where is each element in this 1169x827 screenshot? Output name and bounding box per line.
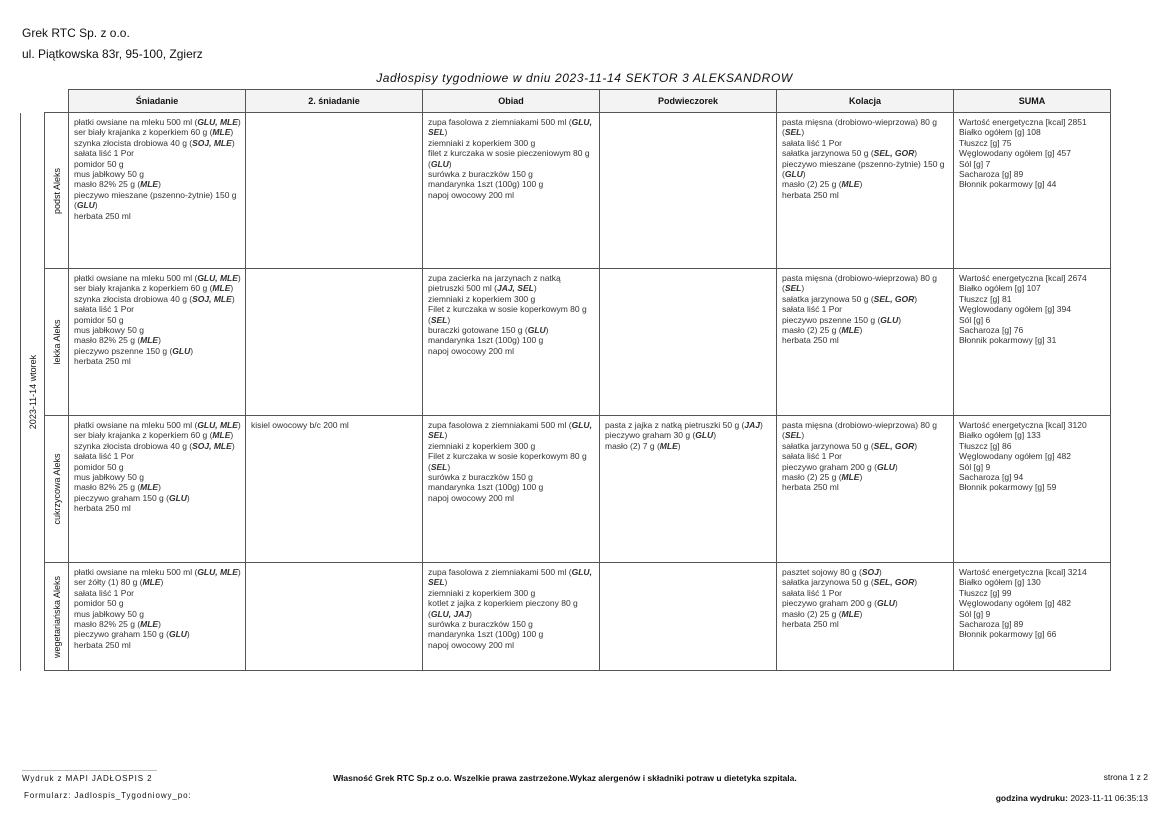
menu-item: masło (2) 25 g (MLE) bbox=[782, 472, 863, 483]
footer-divider bbox=[22, 770, 157, 771]
menu-item: pieczywo pszenne 150 g (GLU) bbox=[74, 345, 194, 356]
nutrition-value: Białko ogółem [g] 107 bbox=[959, 283, 1041, 294]
menu-item: herbata 250 ml bbox=[74, 639, 131, 650]
header-spacer bbox=[45, 90, 69, 113]
company-info bbox=[22, 23, 203, 65]
menu-item: pasta mięsna (drobiowo-wieprzowa) 80 g (SEL) bbox=[782, 117, 937, 138]
nutrition-value: Błonnik pokarmowy [g] 44 bbox=[959, 179, 1057, 190]
menu-item: pasta mięsna (drobiowo-wieprzowa) 80 g (SEL) bbox=[782, 420, 937, 441]
print-time-label: godzina wydruku: bbox=[995, 793, 1068, 803]
column-header-second-breakfast: 2. śniadanie bbox=[246, 90, 423, 113]
menu-item: herbata 250 ml bbox=[74, 503, 131, 514]
menu-item: pasta mięsna (drobiowo-wieprzowa) 80 g (SEL) bbox=[782, 273, 937, 294]
footer-ownership-note: Własność Grek RTC Sp.z o.o. Wszelkie prawa zastrzeżone.Wykaz alergenów i składniki potraw u dietetyka szpitala. bbox=[333, 773, 797, 783]
diet-name-cell bbox=[45, 269, 69, 416]
footer-form-name: Formularz: Jadlospis_Tygodniowy_po: bbox=[24, 791, 192, 800]
nutrition-value: Błonnik pokarmowy [g] 66 bbox=[959, 629, 1057, 640]
menu-item: ser biały krajanka z koperkiem 60 g (MLE) bbox=[74, 430, 234, 441]
menu-item: pomidor 50 g bbox=[74, 314, 124, 325]
menu-item: Filet z kurczaka w sosie koperkowym 80 g (SEL) bbox=[428, 304, 587, 325]
diet-name-cell bbox=[45, 563, 69, 671]
column-header-breakfast: Śniadanie bbox=[69, 90, 246, 113]
menu-item: mandarynka 1szt (100g) 100 g bbox=[428, 629, 544, 640]
column-header-lunch: Obiad bbox=[423, 90, 600, 113]
nutrition-value: Węglowodany ogółem [g] 482 bbox=[959, 451, 1071, 462]
nutrition-value: Białko ogółem [g] 130 bbox=[959, 577, 1041, 588]
breakfast-cell bbox=[69, 269, 246, 416]
menu-item: herbata 250 ml bbox=[782, 619, 839, 630]
nutrition-value: Węglowodany ogółem [g] 482 bbox=[959, 598, 1071, 609]
menu-item: surówka z buraczków 150 g bbox=[428, 619, 533, 630]
diet-name: cukrzycowa Aleks bbox=[51, 453, 62, 525]
menu-item: pieczywo graham 150 g (GLU) bbox=[74, 492, 190, 503]
menu-item: pomidor 50 g bbox=[74, 598, 124, 609]
menu-item: ser biały krajanka z koperkiem 60 g (MLE) bbox=[74, 283, 234, 294]
lunch-cell bbox=[423, 113, 600, 269]
menu-item: pieczywo graham 150 g (GLU) bbox=[74, 629, 190, 640]
menu-item: mus jabłkowy 50 g bbox=[74, 325, 144, 336]
nutrition-value: Sól [g] 7 bbox=[959, 158, 991, 169]
menu-item: zupa zacierka na jarzynach z natką pietruszki 500 ml (JAJ, SEL) bbox=[428, 273, 561, 294]
diet-name-cell bbox=[45, 113, 69, 269]
menu-item: pomidor 50 g bbox=[74, 461, 124, 472]
menu-item: ziemniaki z koperkiem 300 g bbox=[428, 587, 536, 598]
lunch-cell bbox=[423, 563, 600, 671]
menu-item: masło (2) 25 g (MLE) bbox=[782, 179, 863, 190]
nutrition-value: Wartość energetyczna [kcal] 3214 bbox=[959, 567, 1087, 577]
nutrition-value: Sacharoza [g] 89 bbox=[959, 619, 1024, 630]
menu-item: masło (2) 25 g (MLE) bbox=[782, 325, 863, 336]
menu-item: pieczywo mieszane (pszenno-żytnie) 150 g (GLU) bbox=[782, 158, 945, 180]
menu-item: sałata liść 1 Por bbox=[74, 587, 134, 598]
breakfast-cell bbox=[69, 416, 246, 563]
menu-item: napoj owocowy 200 ml bbox=[428, 639, 514, 650]
menu-item: zupa fasolowa z ziemniakami 500 ml (GLU, SEL) bbox=[428, 567, 592, 588]
nutrition-value: Tłuszcz [g] 86 bbox=[959, 440, 1012, 451]
menu-item: masło 82% 25 g (MLE) bbox=[74, 335, 161, 346]
nutrition-value: Błonnik pokarmowy [g] 31 bbox=[959, 335, 1057, 346]
nutrition-value: Tłuszcz [g] 81 bbox=[959, 293, 1012, 304]
menu-item: kotlet z jajka z koperkiem pieczony 80 g (GLU, JAJ) bbox=[428, 598, 578, 619]
page-number: strona 1 z 2 bbox=[1103, 772, 1148, 782]
afternoon-snack-cell bbox=[600, 563, 777, 671]
menu-item: masło (2) 25 g (MLE) bbox=[782, 608, 863, 619]
menu-item: sałata liść 1 Por bbox=[782, 587, 842, 598]
menu-item: mus jabłkowy 50 g bbox=[74, 169, 144, 180]
diet-name: wegetariańska Aleks bbox=[51, 575, 62, 658]
print-time-value: 2023-11-11 06:35:13 bbox=[1070, 793, 1148, 803]
menu-item: sałata liść 1 Por bbox=[74, 451, 134, 462]
nutrition-value: Tłuszcz [g] 75 bbox=[959, 137, 1012, 148]
menu-item: płatki owsiane na mleku 500 ml (GLU, MLE) bbox=[74, 567, 241, 577]
dinner-cell bbox=[777, 113, 954, 269]
nutrition-value: Błonnik pokarmowy [g] 59 bbox=[959, 482, 1057, 493]
menu-item: pieczywo pszenne 150 g (GLU) bbox=[782, 314, 902, 325]
menu-item: pomidor 50 g bbox=[74, 158, 124, 169]
nutrition-value: Sacharoza [g] 94 bbox=[959, 472, 1024, 483]
menu-item: napoj owocowy 200 ml bbox=[428, 492, 514, 503]
diet-row bbox=[21, 416, 1111, 563]
footer-print-source bbox=[22, 770, 157, 783]
menu-item: herbata 250 ml bbox=[782, 335, 839, 346]
nutrition-value: Sól [g] 9 bbox=[959, 608, 991, 619]
menu-item: płatki owsiane na mleku 500 ml (GLU, MLE) bbox=[74, 117, 241, 127]
menu-item: płatki owsiane na mleku 500 ml (GLU, MLE) bbox=[74, 273, 241, 283]
company-address: ul. Piątkowska 83r, 95-100, Zgierz bbox=[22, 47, 203, 61]
menu-item: herbata 250 ml bbox=[782, 482, 839, 493]
menu-item: ziemniaki z koperkiem 300 g bbox=[428, 440, 536, 451]
diet-name: podst Aleks bbox=[51, 167, 62, 214]
menu-item: mandarynka 1szt (100g) 100 g bbox=[428, 335, 544, 346]
menu-item: mus jabłkowy 50 g bbox=[74, 472, 144, 483]
menu-item: masło 82% 25 g (MLE) bbox=[74, 179, 161, 190]
menu-item: pieczywo mieszane (pszenno-żytnie) 150 g (GLU) bbox=[74, 189, 237, 211]
nutrition-value: Sacharoza [g] 76 bbox=[959, 325, 1024, 336]
menu-item: sałata liść 1 Por bbox=[74, 148, 134, 159]
nutrition-value: Wartość energetyczna [kcal] 2851 bbox=[959, 117, 1087, 127]
company-name: Grek RTC Sp. z o.o. bbox=[22, 26, 130, 40]
menu-item: pieczywo graham 200 g (GLU) bbox=[782, 461, 898, 472]
menu-item: zupa fasolowa z ziemniakami 500 ml (GLU, SEL) bbox=[428, 420, 592, 441]
menu-item: herbata 250 ml bbox=[74, 210, 131, 221]
second-breakfast-cell bbox=[246, 563, 423, 671]
menu-item: sałatka jarzynowa 50 g (SEL, GOR) bbox=[782, 440, 918, 451]
total-cell bbox=[954, 269, 1111, 416]
menu-item: masło (2) 7 g (MLE) bbox=[605, 440, 681, 451]
afternoon-snack-cell bbox=[600, 113, 777, 269]
afternoon-snack-cell bbox=[600, 269, 777, 416]
breakfast-cell bbox=[69, 563, 246, 671]
menu-item: masło 82% 25 g (MLE) bbox=[74, 482, 161, 493]
date-label: 2023-11-14 wtorek bbox=[27, 354, 38, 429]
menu-item: masło 82% 25 g (MLE) bbox=[74, 619, 161, 630]
menu-item: napoj owocowy 200 ml bbox=[428, 189, 514, 200]
total-cell bbox=[954, 563, 1111, 671]
menu-item: herbata 250 ml bbox=[782, 189, 839, 200]
nutrition-value: Białko ogółem [g] 108 bbox=[959, 127, 1041, 138]
menu-item: surówka z buraczków 150 g bbox=[428, 169, 533, 180]
menu-item: Filet z kurczaka w sosie koperkowym 80 g (SEL) bbox=[428, 451, 587, 472]
nutrition-value: Węglowodany ogółem [g] 394 bbox=[959, 304, 1071, 315]
second-breakfast-cell bbox=[246, 269, 423, 416]
afternoon-snack-cell bbox=[600, 416, 777, 563]
second-breakfast-cell bbox=[246, 416, 423, 563]
date-cell bbox=[21, 113, 45, 671]
menu-item: ziemniaki z koperkiem 300 g bbox=[428, 137, 536, 148]
nutrition-value: Tłuszcz [g] 99 bbox=[959, 587, 1012, 598]
breakfast-cell bbox=[69, 113, 246, 269]
menu-item: szynka złocista drobiowa 40 g (SOJ, MLE) bbox=[74, 293, 235, 304]
menu-item: zupa fasolowa z ziemniakami 500 ml (GLU, SEL) bbox=[428, 117, 592, 138]
diet-name-cell bbox=[45, 416, 69, 563]
menu-item: mandarynka 1szt (100g) 100 g bbox=[428, 179, 544, 190]
print-time bbox=[996, 793, 1148, 803]
menu-item: sałata liść 1 Por bbox=[782, 137, 842, 148]
header-spacer bbox=[21, 90, 45, 113]
menu-item: pieczywo graham 30 g (GLU) bbox=[605, 430, 717, 441]
menu-item: herbata 250 ml bbox=[74, 356, 131, 367]
nutrition-value: Wartość energetyczna [kcal] 2674 bbox=[959, 273, 1087, 283]
lunch-cell bbox=[423, 416, 600, 563]
menu-item: buraczki gotowane 150 g (GLU) bbox=[428, 325, 549, 336]
menu-item: sałatka jarzynowa 50 g (SEL, GOR) bbox=[782, 577, 918, 588]
print-source-label: Wydruk z MAPI JADŁOSPIS 2 bbox=[22, 774, 153, 783]
total-cell bbox=[954, 416, 1111, 563]
menu-item: kisiel owocowy b/c 200 ml bbox=[251, 420, 349, 430]
menu-item: pieczywo graham 200 g (GLU) bbox=[782, 598, 898, 609]
diet-row bbox=[21, 563, 1111, 671]
column-header-dinner: Kolacja bbox=[777, 90, 954, 113]
nutrition-value: Sól [g] 9 bbox=[959, 461, 991, 472]
menu-item: mandarynka 1szt (100g) 100 g bbox=[428, 482, 544, 493]
diet-name: lekka Aleks bbox=[51, 319, 62, 365]
nutrition-value: Białko ogółem [g] 133 bbox=[959, 430, 1041, 441]
menu-item: sałata liść 1 Por bbox=[74, 304, 134, 315]
menu-item: ziemniaki z koperkiem 300 g bbox=[428, 293, 536, 304]
menu-item: filet z kurczaka w sosie pieczeniowym 80 g (GLU) bbox=[428, 148, 590, 169]
dinner-cell bbox=[777, 269, 954, 416]
second-breakfast-cell bbox=[246, 113, 423, 269]
document-title: Jadłospisy tygodniowe w dniu 2023-11-14 SEKTOR 3 ALEKSANDROW bbox=[376, 71, 793, 85]
dinner-cell bbox=[777, 563, 954, 671]
menu-item: surówka z buraczków 150 g bbox=[428, 472, 533, 483]
menu-item: pasztet sojowy 80 g (SOJ) bbox=[782, 567, 882, 577]
menu-item: płatki owsiane na mleku 500 ml (GLU, MLE) bbox=[74, 420, 241, 430]
menu-item: szynka złocista drobiowa 40 g (SOJ, MLE) bbox=[74, 137, 235, 148]
header-row bbox=[21, 90, 1111, 113]
dinner-cell bbox=[777, 416, 954, 563]
diet-row bbox=[21, 269, 1111, 416]
nutrition-value: Wartość energetyczna [kcal] 3120 bbox=[959, 420, 1087, 430]
menu-table bbox=[20, 89, 1111, 671]
menu-item: sałatka jarzynowa 50 g (SEL, GOR) bbox=[782, 293, 918, 304]
total-cell bbox=[954, 113, 1111, 269]
menu-item: ser żółty (1) 80 g (MLE) bbox=[74, 577, 164, 588]
nutrition-value: Węglowodany ogółem [g] 457 bbox=[959, 148, 1071, 159]
diet-row bbox=[21, 113, 1111, 269]
column-header-total: SUMA bbox=[954, 90, 1111, 113]
menu-item: sałata liść 1 Por bbox=[782, 304, 842, 315]
column-header-afternoon-snack: Podwieczorek bbox=[600, 90, 777, 113]
lunch-cell bbox=[423, 269, 600, 416]
menu-item: napoj owocowy 200 ml bbox=[428, 345, 514, 356]
menu-item: szynka złocista drobiowa 40 g (SOJ, MLE) bbox=[74, 440, 235, 451]
menu-item: sałata liść 1 Por bbox=[782, 451, 842, 462]
nutrition-value: Sól [g] 6 bbox=[959, 314, 991, 325]
nutrition-value: Sacharoza [g] 89 bbox=[959, 169, 1024, 180]
menu-item: sałatka jarzynowa 50 g (SEL, GOR) bbox=[782, 148, 918, 159]
menu-item: pasta z jajka z natką pietruszki 50 g (JAJ) bbox=[605, 420, 763, 430]
menu-item: mus jabłkowy 50 g bbox=[74, 608, 144, 619]
menu-item: ser biały krajanka z koperkiem 60 g (MLE) bbox=[74, 127, 234, 138]
